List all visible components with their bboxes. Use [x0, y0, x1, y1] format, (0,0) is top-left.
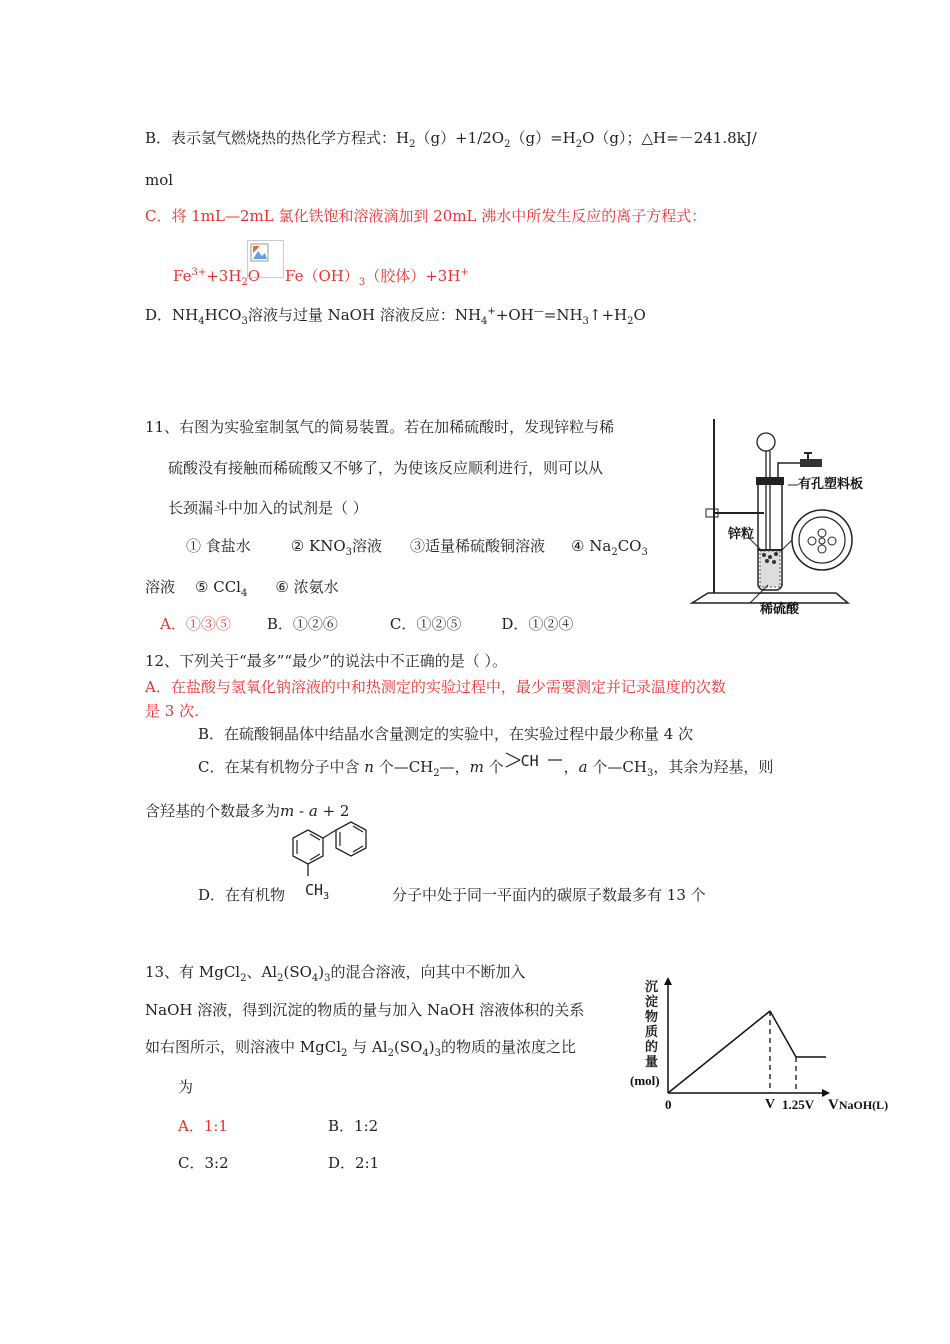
q12-stem: 12、下列关于“最多”“最少”的说法中不正确的是（ ）。: [145, 652, 508, 670]
q11-stem-line2: 硫酸没有接触而稀硫酸又不够了，为使该反应顺利进行，则可以从: [168, 459, 604, 477]
q12-option-d-tail: 分子中处于同一平面内的碳原子数最多有 13 个: [392, 886, 706, 904]
q12-option-d: D．在有机物: [198, 886, 286, 904]
q10-option-b-tail: mol: [145, 171, 174, 189]
broken-image-icon: [247, 240, 284, 278]
ch-group-structure: CH: [504, 757, 564, 777]
q12-d-methyl-label: $CH_3$: [305, 881, 330, 902]
q10-option-c-product: $Fe(OH)_3$（胶体）+3H+: [285, 267, 469, 288]
q11-stem-line1: 11、右图为实验室制氢气的简易装置。若在加稀硫酸时，发现锌粒与稀: [145, 418, 615, 436]
q11-option-d: D．①②④: [501, 615, 574, 633]
q12-option-a-line1: A．在盐酸与氢氧化钠溶液的中和热测定的实验过程中，最少需要测定并记录温度的次数: [145, 678, 726, 696]
q12-option-a-line2: 是 3 次.: [145, 702, 199, 720]
origin-label: 0: [665, 1097, 672, 1112]
q13-option-c: C．3:2: [178, 1154, 229, 1172]
q13-stem-line4: 为: [178, 1078, 194, 1096]
q13-stem-line3: 如右图所示，则溶液中 MgCl$_2$ 与 $Al_2(SO_4)_3$的物质的量浓度之比: [145, 1038, 576, 1059]
y-axis-label: 沉 淀 物 质 的 量: [645, 979, 659, 1069]
label-dilute-acid: 稀硫酸: [760, 601, 800, 616]
tick-1-25v: 1.25V: [782, 1097, 815, 1112]
q13-stem-line2: NaOH 溶液，得到沉淀的物质的量与加入 NaOH 溶液体积的关系: [145, 1001, 585, 1019]
y-axis-unit: (mol): [630, 1073, 660, 1088]
q11-reagents-line2: 溶液 ⑤ CCl$_4$ ⑥ 浓氨水: [145, 578, 339, 599]
q13-option-d: D．2:1: [328, 1154, 380, 1172]
q12-option-b: B．在硫酸铜晶体中结晶水含量测定的实验中，在实验过程中最少称量 4 次: [198, 725, 694, 743]
q12-option-c: C．在某有机物分子中含 n 个$—CH_2—$，m 个 CH ，a 个$—CH_3$，其余为羟基，则: [198, 752, 774, 779]
q10-option-b: B．表示氢气燃烧热的热化学方程式：$H_2(g)+1/2O_2(g)=H_2O(g)$；△H=－241.8kJ/: [145, 129, 757, 150]
q13-option-b: B．1:2: [328, 1117, 379, 1135]
q11-option-c: C．①②⑤: [389, 615, 462, 633]
q10-option-c: C．将 1mL—2mL 氯化铁饱和溶液滴加到 20mL 沸水中所发生反应的离子方程式：: [145, 207, 707, 225]
q11-options: [160, 614, 573, 634]
q10-option-c-equation: $Fe^{3+}+3H_2O$: [173, 267, 261, 288]
q10-option-d: D．$NH_4HCO_3$溶液与过量 NaOH 溶液反应：$NH_4^++OH^—=NH_3↑+H_2O$: [145, 306, 646, 327]
hydrogen-apparatus-figure: [688, 415, 868, 615]
tick-v: V: [765, 1097, 776, 1112]
q11-option-a: A．①③⑤: [160, 615, 231, 633]
q13-option-a: A．1:1: [178, 1117, 228, 1135]
precipitate-graph: [628, 975, 918, 1125]
x-axis-label: VNaOH(L): [828, 1097, 889, 1113]
q11-option-b: B．①②⑥: [266, 615, 338, 633]
q12-option-c-line2: 含羟基的个数最多为m - a + 2: [145, 802, 350, 820]
methylbiphenyl-structure: [288, 820, 388, 902]
q13-stem-line1: 13、有 MgCl$_2$、$Al_2(SO_4)_3$的混合溶液，向其中不断加入: [145, 963, 526, 984]
label-plastic-board: 有孔塑料板: [798, 476, 864, 491]
q11-stem-line3: 长颈漏斗中加入的试剂是（ ）: [168, 499, 368, 517]
label-zinc: 锌粒: [728, 526, 755, 541]
q11-reagents: ① 食盐水 ② $KNO_3$溶液 ③适量稀硫酸铜溶液 ④ $Na_2CO_3$: [186, 537, 648, 558]
